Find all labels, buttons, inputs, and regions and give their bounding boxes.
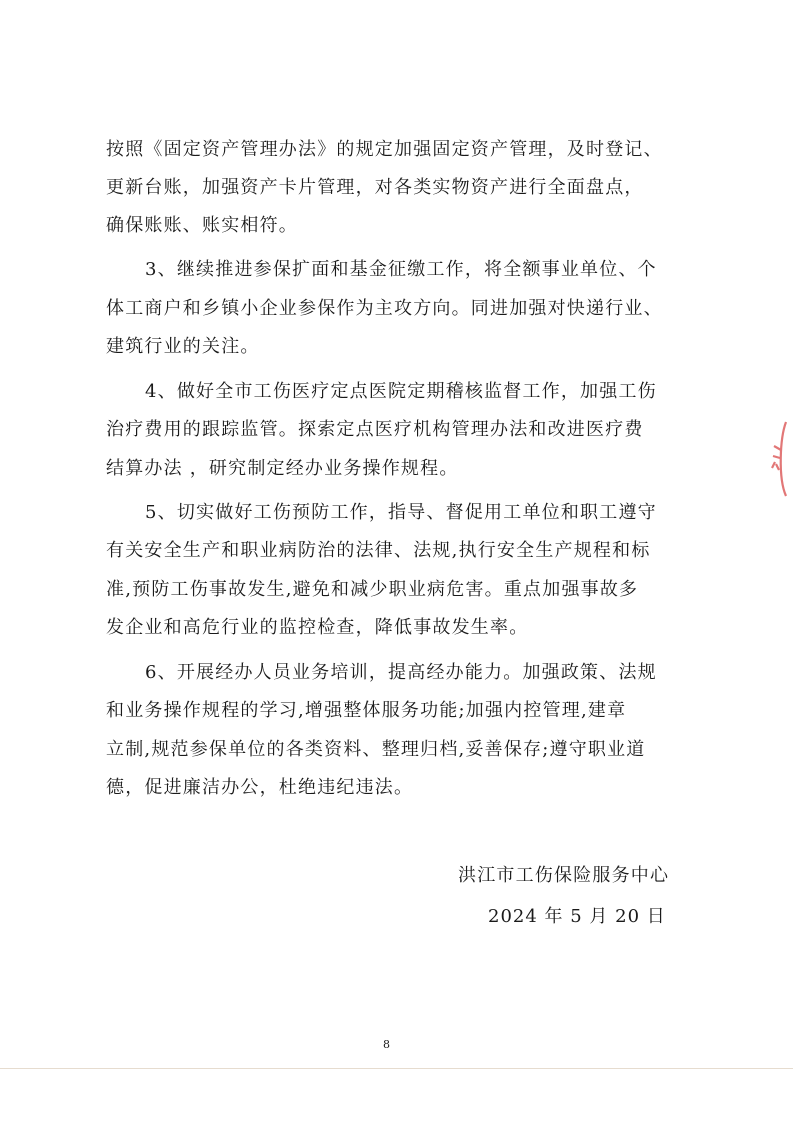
body-text-line: 和业务操作规程的学习,增强整体服务功能;加强内控管理,建章 bbox=[106, 700, 627, 721]
paragraph-4-first-line: 4、做好全市工伤医疗定点医院定期稽核监督工作，加强工伤 bbox=[145, 381, 657, 402]
body-text-line: 更新台账，加强资产卡片管理，对各类实物资产进行全面盘点， bbox=[106, 177, 644, 198]
body-text-line: 按照《固定资产管理办法》的规定加强固定资产管理，及时登记、 bbox=[106, 139, 663, 160]
body-text-line: 准,预防工伤事故发生,避免和减少职业病危害。重点加强事故多 bbox=[106, 579, 639, 600]
bottom-divider bbox=[0, 1068, 793, 1069]
body-text-line: 体工商户和乡镇小企业参保作为主攻方向。同进加强对快递行业、 bbox=[106, 298, 663, 319]
paragraph-5-first-line: 5、切实做好工伤预防工作，指导、督促用工单位和职工遵守 bbox=[145, 502, 657, 523]
seal-stamp-fragment bbox=[764, 418, 793, 498]
body-text-line: 治疗费用的跟踪监管。探索定点医疗机构管理办法和改进医疗费 bbox=[106, 419, 644, 440]
signature-organization: 洪江市工伤保险服务中心 bbox=[458, 865, 670, 886]
body-text-line: 立制,规范参保单位的各类资料、整理归档,妥善保存;遵守职业道 bbox=[106, 739, 646, 760]
paragraph-3-first-line: 3、继续推进参保扩面和基金征缴工作，将全额事业单位、个 bbox=[145, 259, 657, 280]
body-text-line: 建筑行业的关注。 bbox=[106, 336, 260, 357]
signature-date: 2024 年 5 月 20 日 bbox=[488, 906, 666, 927]
body-text-line: 结算办法 ，研究制定经办业务操作规程。 bbox=[106, 458, 459, 479]
body-text-line: 有关安全生产和职业病防治的法律、法规,执行安全生产规程和标 bbox=[106, 540, 651, 561]
body-text-line: 确保账账、账实相符。 bbox=[106, 215, 298, 236]
page-number: 8 bbox=[383, 1038, 390, 1051]
body-text-line: 发企业和高危行业的监控检查，降低事故发生率。 bbox=[106, 617, 529, 638]
paragraph-6-first-line: 6、开展经办人员业务培训，提高经办能力。加强政策、法规 bbox=[145, 662, 657, 683]
body-text-line: 德，促进廉洁办公，杜绝违纪违法。 bbox=[106, 777, 414, 798]
